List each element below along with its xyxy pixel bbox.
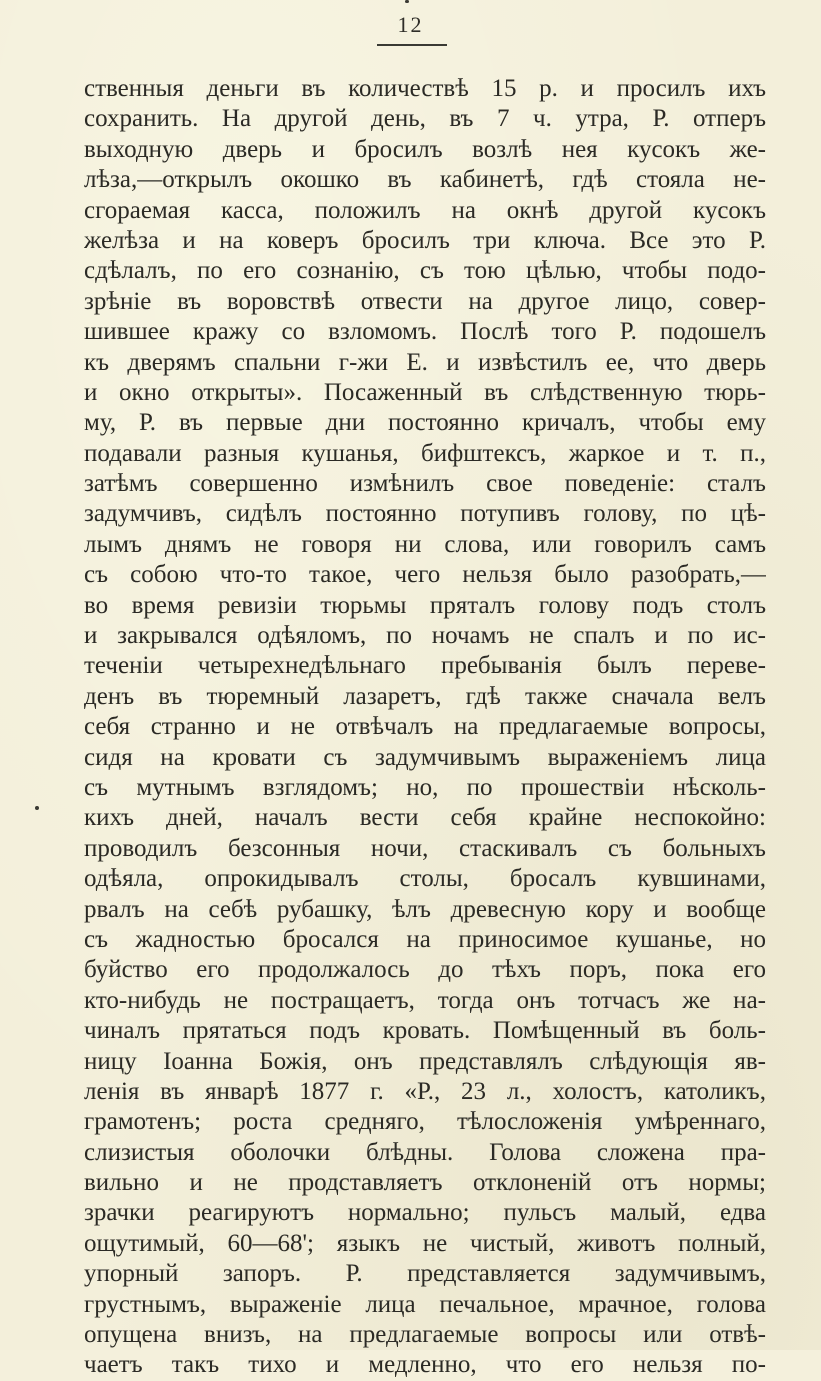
text-line: зрачки реагируютъ нормально; пульсъ малый, едва	[84, 1199, 766, 1227]
text-line: теченіи четырехнедѣльнаго пребыванія былъ переве-	[84, 652, 766, 680]
text-line: ницу Іоанна Божія, онъ представлялъ слѣдующія яв-	[84, 1047, 766, 1075]
text-line: желѣза и на коверъ бросилъ три ключа. Все это Р.	[84, 226, 766, 254]
text-line: сдѣлалъ, по его сознанію, съ тою цѣлью, чтобы подо-	[84, 257, 766, 285]
text-line: шившее кражу со взломомъ. Послѣ того Р. подошелъ	[84, 318, 766, 346]
text-line: грустнымъ, выраженіе лица печальное, мрачное, голова	[84, 1290, 766, 1318]
page-number: 12	[397, 12, 424, 37]
text-line: ленія въ январѣ 1877 г. «Р., 23 л., холостъ, католикъ,	[84, 1077, 766, 1105]
text-line: себя странно и не отвѣчалъ на предлагаемые вопросы,	[84, 713, 766, 741]
text-line: ственныя деньги въ количествѣ 15 р. и просилъ ихъ	[84, 75, 766, 102]
text-line: къ дверямъ спальни г-жи Е. и извѣстилъ ее, что дверь	[84, 348, 766, 376]
text-line: рвалъ на себѣ рубашку, ѣлъ древесную кору и вообще	[84, 895, 766, 923]
text-line: затѣмъ совершенно измѣнилъ свое поведеніе: сталъ	[84, 470, 766, 498]
text-line: опущена внизъ, на предлагаемые вопросы или отвѣ-	[84, 1321, 766, 1349]
text-line: вильно и не продставляетъ отклоненій отъ нормы;	[84, 1169, 766, 1197]
text-line: чаетъ такъ тихо и медленно, что его нельзя по-	[84, 1351, 766, 1379]
text-line: лѣза,—открылъ окошко въ кабинетѣ, гдѣ стояла не-	[84, 166, 766, 194]
margin-speck	[35, 806, 39, 810]
text-line: сгораемая касса, положилъ на окнѣ другой кусокъ	[84, 196, 766, 224]
text-line: и окно открыты». Посаженный въ слѣдственную тюрь-	[84, 378, 766, 406]
text-line: грамотенъ; роста средняго, тѣлосложенія умѣреннаго,	[84, 1108, 766, 1136]
text-line: задумчивъ, сидѣлъ постоянно потупивъ голову, по цѣ-	[84, 500, 766, 528]
text-line: одѣяла, опрокидывалъ столы, бросалъ кувшинами,	[84, 865, 766, 893]
text-line: лымъ днямъ не говоря ни слова, или говорилъ самъ	[84, 530, 766, 558]
text-line: во время ревизіи тюрьмы пряталъ голову подъ столъ	[84, 591, 766, 619]
text-line: съ жадностью бросался на приносимое кушанье, но	[84, 925, 766, 953]
text-line: денъ въ тюремный лазаретъ, гдѣ также сначала велъ	[84, 682, 766, 710]
text-line: сохранить. На другой день, въ 7 ч. утра, Р. отперъ	[84, 105, 766, 133]
header-rule	[377, 44, 447, 46]
text-line: съ мутнымъ взглядомъ; но, по прошествіи нѣсколь-	[84, 773, 766, 801]
text-line: съ собою что-то такое, чего нельзя было разобрать,—	[84, 561, 766, 589]
text-line: ощутимый, 60—68'; языкъ не чистый, животъ полный,	[84, 1229, 766, 1257]
text-line: упорный запоръ. Р. представляется задумчивымъ,	[84, 1260, 766, 1288]
text-line: и закрывался одѣяломъ, по ночамъ не спалъ и по ис-	[84, 622, 766, 650]
text-line: чиналъ прятаться подъ кровать. Помѣщенный въ боль-	[84, 1017, 766, 1045]
text-line: подавали разныя кушанья, бифштексъ, жаркое и т. п.,	[84, 439, 766, 467]
text-line: буйство его продолжалось до тѣхъ поръ, пока его	[84, 956, 766, 984]
text-line: проводилъ безсонныя ночи, стаскивалъ съ больныхъ	[84, 834, 766, 862]
text-line: слизистыя оболочки блѣдны. Голова сложена пра-	[84, 1138, 766, 1166]
print-speck	[405, 0, 409, 3]
text-line: сидя на кровати съ задумчивымъ выраженіемъ лица	[84, 743, 766, 771]
text-line: выходную дверь и бросилъ возлѣ нея кусокъ же-	[84, 135, 766, 163]
body-text	[84, 74, 766, 1381]
text-line: кто-нибудь не постращаетъ, тогда онъ тотчасъ же на-	[84, 986, 766, 1014]
text-line: зрѣніе въ воровствѣ отвести на другое лицо, совер-	[84, 287, 766, 315]
text-line: му, Р. въ первые дни постоянно кричалъ, чтобы ему	[84, 409, 766, 437]
text-line: кихъ дней, началъ вести себя крайне неспокойно:	[84, 804, 766, 832]
